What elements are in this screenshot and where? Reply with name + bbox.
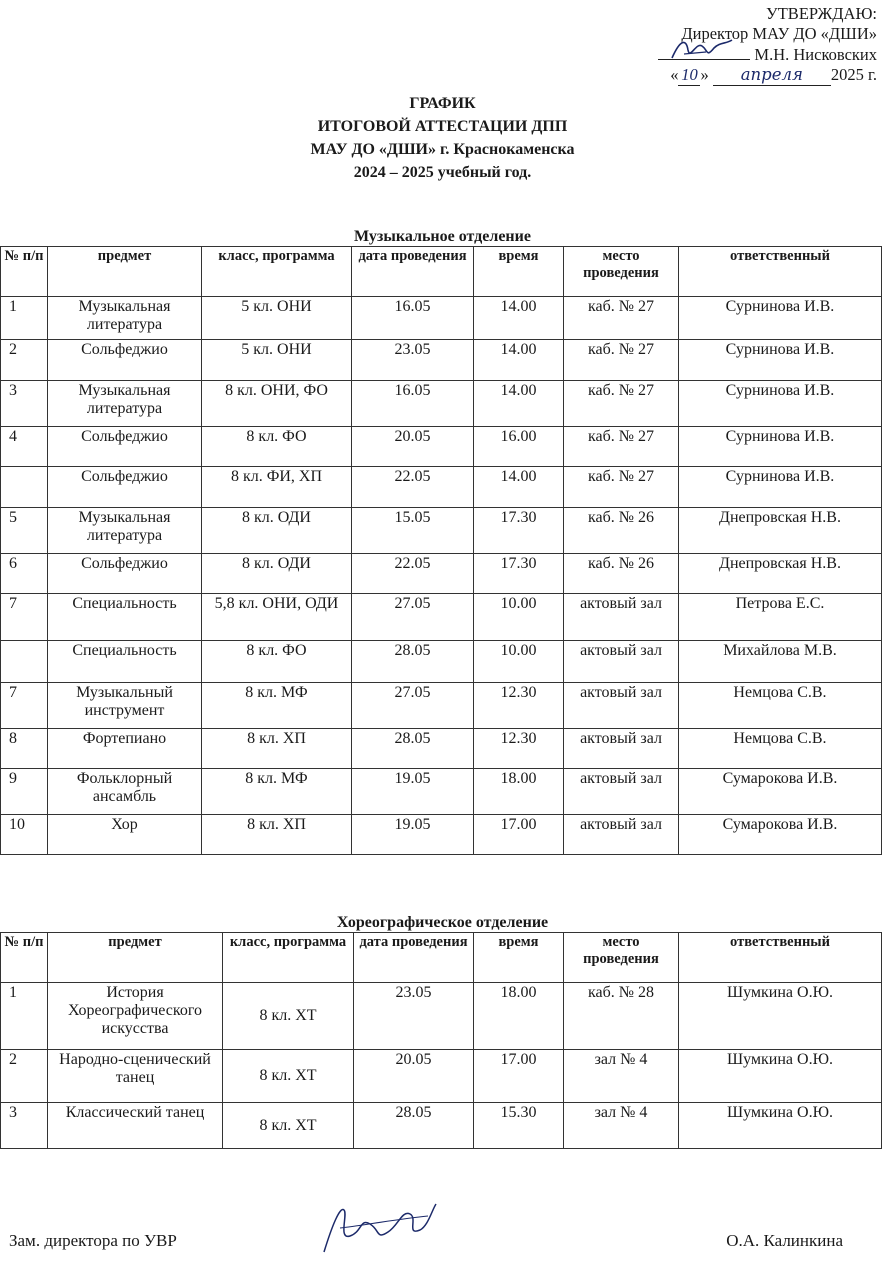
cell-time: 18.00 [474, 983, 564, 1050]
header-date: дата проведения [354, 933, 474, 983]
approval-signature-line [658, 44, 877, 65]
cell-time: 14.00 [474, 381, 564, 427]
music-schedule-table [0, 246, 882, 855]
cell-date: 22.05 [352, 554, 474, 594]
header-class: класс, программа [223, 933, 354, 983]
approval-director: Директор МАУ ДО «ДШИ» [681, 24, 877, 43]
cell-time: 17.30 [474, 508, 564, 554]
cell-num: 10 [1, 815, 48, 855]
cell-subject: Специальность [48, 641, 202, 683]
cell-responsible: Сурнинова И.В. [679, 381, 882, 427]
cell-class: 8 кл. ХТ [223, 983, 354, 1050]
cell-class: 8 кл. ХП [202, 729, 352, 769]
cell-num: 8 [1, 729, 48, 769]
cell-class: 8 кл. ХП [202, 815, 352, 855]
table-header-row [1, 247, 882, 297]
cell-num: 3 [1, 381, 48, 427]
cell-num: 2 [1, 1050, 48, 1103]
cell-time: 10.00 [474, 594, 564, 641]
cell-time: 16.00 [474, 427, 564, 467]
cell-responsible: Немцова С.В. [679, 729, 882, 769]
cell-date: 28.05 [352, 729, 474, 769]
table-row [1, 594, 882, 641]
cell-date: 23.05 [354, 983, 474, 1050]
footer-name: О.А. Калинкина [726, 1231, 843, 1250]
quote-open: « [670, 65, 679, 84]
choreo-table-body [1, 983, 882, 1149]
cell-place: актовый зал [564, 769, 679, 815]
cell-class: 8 кл. ХТ [223, 1050, 354, 1103]
table-row [1, 1103, 882, 1149]
cell-place: зал № 4 [564, 1050, 679, 1103]
table-row [1, 508, 882, 554]
cell-time: 14.00 [474, 467, 564, 508]
cell-subject: Народно-сценический танец [48, 1050, 223, 1103]
table-row [1, 769, 882, 815]
cell-time: 10.00 [474, 641, 564, 683]
cell-subject: Музыкальный инструмент [48, 683, 202, 729]
cell-time: 12.30 [474, 683, 564, 729]
music-section-title: Музыкальное отделение [354, 228, 531, 245]
cell-responsible: Сумарокова И.В. [679, 815, 882, 855]
table-row [1, 729, 882, 769]
header-class: класс, программа [202, 247, 352, 297]
cell-date: 27.05 [352, 683, 474, 729]
cell-date: 20.05 [352, 427, 474, 467]
cell-date: 28.05 [354, 1103, 474, 1149]
title-line-1: ГРАФИК [409, 95, 476, 112]
cell-num: 4 [1, 427, 48, 467]
cell-class: 8 кл. ФИ, ХП [202, 467, 352, 508]
header-num: № п/п [1, 247, 48, 297]
cell-num: 5 [1, 508, 48, 554]
cell-num [1, 467, 48, 508]
header-place: место проведения [564, 933, 679, 983]
table-row [1, 983, 882, 1050]
approval-heading: УТВЕРЖДАЮ: [766, 4, 877, 23]
table-row [1, 340, 882, 381]
cell-class: 5 кл. ОНИ [202, 297, 352, 340]
cell-place: каб. № 26 [564, 554, 679, 594]
cell-responsible: Сурнинова И.В. [679, 427, 882, 467]
cell-subject: Сольфеджио [48, 340, 202, 381]
title-line-4: 2024 – 2025 учебный год. [353, 164, 532, 181]
cell-num: 2 [1, 340, 48, 381]
cell-time: 14.00 [474, 297, 564, 340]
cell-class: 8 кл. ФО [202, 427, 352, 467]
document-title [0, 92, 885, 184]
cell-subject: Музыкальная литература [48, 297, 202, 340]
cell-place: актовый зал [564, 594, 679, 641]
cell-place: каб. № 27 [564, 340, 679, 381]
cell-num: 9 [1, 769, 48, 815]
cell-place: каб. № 27 [564, 427, 679, 467]
cell-class: 8 кл. ОДИ [202, 508, 352, 554]
cell-responsible: Немцова С.В. [679, 683, 882, 729]
cell-date: 28.05 [352, 641, 474, 683]
choreo-section-title: Хореографическое отделение [336, 914, 549, 931]
cell-place: каб. № 27 [564, 467, 679, 508]
signature-underline [658, 44, 750, 60]
cell-date: 22.05 [352, 467, 474, 508]
table-header-row [1, 933, 882, 983]
cell-num: 6 [1, 554, 48, 594]
header-date: дата проведения [352, 247, 474, 297]
header-subject: предмет [48, 247, 202, 297]
cell-date: 16.05 [352, 381, 474, 427]
header-responsible: ответственный [679, 247, 882, 297]
header-time: время [474, 247, 564, 297]
table-row [1, 554, 882, 594]
cell-place: актовый зал [564, 815, 679, 855]
footer-position: Зам. директора по УВР [9, 1231, 177, 1250]
approval-director-name: М.Н. Нисковских [754, 45, 877, 64]
header-num: № п/п [1, 933, 48, 983]
deputy-signature-icon [310, 1196, 440, 1260]
approval-block [658, 4, 877, 86]
cell-num [1, 641, 48, 683]
cell-responsible: Сурнинова И.В. [679, 297, 882, 340]
table-row [1, 815, 882, 855]
cell-class: 8 кл. МФ [202, 683, 352, 729]
cell-time: 14.00 [474, 340, 564, 381]
table-row [1, 1050, 882, 1103]
table-row [1, 381, 882, 427]
cell-place: каб. № 26 [564, 508, 679, 554]
cell-time: 17.30 [474, 554, 564, 594]
table-row [1, 427, 882, 467]
cell-subject: История Хореографического искусства [48, 983, 223, 1050]
cell-num: 7 [1, 683, 48, 729]
approval-date [658, 65, 877, 86]
cell-subject: Музыкальная литература [48, 381, 202, 427]
cell-responsible: Днепровская Н.В. [679, 554, 882, 594]
cell-responsible: Шумкина О.Ю. [679, 1103, 882, 1149]
table-row [1, 297, 882, 340]
cell-responsible: Михайлова М.В. [679, 641, 882, 683]
title-line-2: ИТОГОВОЙ АТТЕСТАЦИИ ДПП [317, 118, 568, 135]
cell-subject: Сольфеджио [48, 467, 202, 508]
table-row [1, 641, 882, 683]
cell-subject: Специальность [48, 594, 202, 641]
cell-time: 12.30 [474, 729, 564, 769]
cell-place: каб. № 27 [564, 297, 679, 340]
cell-num: 7 [1, 594, 48, 641]
cell-date: 16.05 [352, 297, 474, 340]
cell-date: 23.05 [352, 340, 474, 381]
cell-date: 19.05 [352, 815, 474, 855]
cell-subject: Сольфеджио [48, 427, 202, 467]
approval-day: 10 [678, 65, 700, 86]
approval-year: 2025 г. [830, 65, 877, 84]
table-row [1, 467, 882, 508]
cell-responsible: Сурнинова И.В. [679, 467, 882, 508]
cell-class: 8 кл. ОДИ [202, 554, 352, 594]
cell-date: 27.05 [352, 594, 474, 641]
cell-subject: Фортепиано [48, 729, 202, 769]
cell-class: 8 кл. ОНИ, ФО [202, 381, 352, 427]
cell-class: 8 кл. МФ [202, 769, 352, 815]
cell-subject: Сольфеджио [48, 554, 202, 594]
cell-place: зал № 4 [564, 1103, 679, 1149]
cell-time: 18.00 [474, 769, 564, 815]
director-signature-icon [666, 36, 736, 66]
approval-month: апреля [713, 65, 831, 86]
cell-subject: Музыкальная литература [48, 508, 202, 554]
music-table-body [1, 297, 882, 855]
cell-place: актовый зал [564, 729, 679, 769]
cell-responsible: Петрова Е.С. [679, 594, 882, 641]
cell-num: 1 [1, 983, 48, 1050]
cell-subject: Фольклорный ансамбль [48, 769, 202, 815]
cell-place: каб. № 27 [564, 381, 679, 427]
cell-time: 15.30 [474, 1103, 564, 1149]
table-row [1, 683, 882, 729]
cell-class: 8 кл. ФО [202, 641, 352, 683]
cell-responsible: Днепровская Н.В. [679, 508, 882, 554]
header-place: место проведения [564, 247, 679, 297]
cell-responsible: Шумкина О.Ю. [679, 1050, 882, 1103]
cell-class: 8 кл. ХТ [223, 1103, 354, 1149]
cell-class: 5 кл. ОНИ [202, 340, 352, 381]
cell-time: 17.00 [474, 1050, 564, 1103]
title-line-3: МАУ ДО «ДШИ» г. Краснокаменска [310, 141, 575, 158]
header-responsible: ответственный [679, 933, 882, 983]
cell-date: 15.05 [352, 508, 474, 554]
cell-date: 19.05 [352, 769, 474, 815]
cell-responsible: Сурнинова И.В. [679, 340, 882, 381]
cell-subject: Хор [48, 815, 202, 855]
cell-num: 3 [1, 1103, 48, 1149]
cell-num: 1 [1, 297, 48, 340]
cell-time: 17.00 [474, 815, 564, 855]
header-subject: предмет [48, 933, 223, 983]
cell-place: каб. № 28 [564, 983, 679, 1050]
cell-responsible: Сумарокова И.В. [679, 769, 882, 815]
cell-date: 20.05 [354, 1050, 474, 1103]
cell-subject: Классический танец [48, 1103, 223, 1149]
cell-class: 5,8 кл. ОНИ, ОДИ [202, 594, 352, 641]
cell-responsible: Шумкина О.Ю. [679, 983, 882, 1050]
cell-place: актовый зал [564, 683, 679, 729]
choreo-schedule-table [0, 932, 882, 1149]
cell-place: актовый зал [564, 641, 679, 683]
quote-close: » [700, 65, 709, 84]
header-time: время [474, 933, 564, 983]
